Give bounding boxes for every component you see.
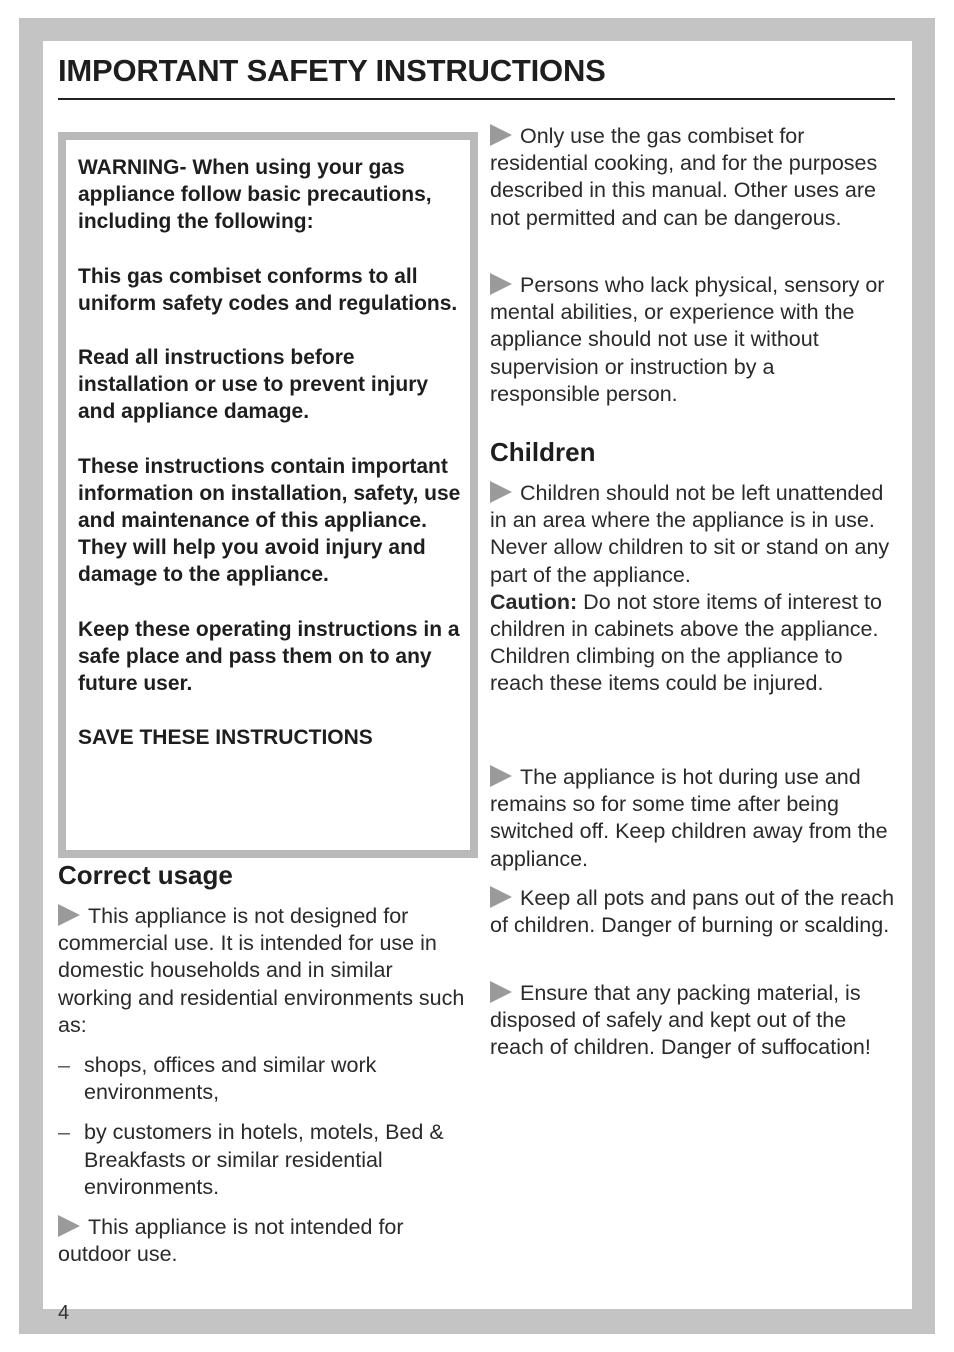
usage-list [58, 1052, 458, 1201]
warning-paragraph: These instructions contain important information on installation, safety, use and maintenance of this appliance. They will help you avoid injury and damage to the appliance. [78, 454, 461, 587]
persons-text: Persons who lack physical, sensory or mental abilities, or experience with the appliance should not use it without supervision or instruction by a responsible person. [490, 273, 885, 406]
page-number: 4 [58, 1302, 70, 1324]
warning-paragraph: Read all instructions before installation or use to prevent injury and appliance damage. [78, 346, 429, 424]
usage-intro-text: This appliance is not designed for commercial use. It is intended for use in domestic households and in similar working and residential environments such as: [58, 904, 465, 1037]
list-item-text: by customers in hotels, motels, Bed & Breakfasts or similar residential environments. [84, 1120, 444, 1199]
outdoor-paragraph [58, 1214, 458, 1268]
arrow-bullet-icon [490, 273, 512, 295]
unattended-text: Children should not be left unattended in an area where the appliance is in use. Never allow children to sit or stand on any part of the appliance. [490, 481, 890, 587]
arrow-bullet-icon [490, 481, 512, 503]
usage-intro-paragraph [58, 903, 468, 1039]
children-heading: Children [490, 437, 596, 467]
outdoor-text: This appliance is not intended for outdoor use. [58, 1215, 404, 1267]
arrow-bullet-icon [58, 1215, 80, 1237]
caution-label: Caution: [490, 589, 578, 614]
packing-paragraph [490, 980, 895, 1062]
only-use-text: Only use the gas combiset for residential cooking, and for the purposes described in this manual. Other uses are not permitted and can be dangerous. [490, 124, 878, 230]
page-title: IMPORTANT SAFETY INSTRUCTIONS [58, 53, 606, 88]
arrow-bullet-icon [490, 765, 512, 787]
arrow-bullet-icon [490, 886, 512, 908]
warning-paragraph: This gas combiset conforms to all uniform safety codes and regulations. [78, 264, 458, 315]
hot-paragraph [490, 764, 895, 873]
list-item [58, 1119, 458, 1201]
dash-bullet-icon: – [58, 1053, 70, 1077]
pots-text: Keep all pots and pans out of the reach of children. Danger of burning or scalding. [490, 886, 895, 938]
save-instructions-label: SAVE THESE INSTRUCTIONS [78, 726, 373, 750]
list-item [58, 1052, 458, 1106]
warning-paragraph: WARNING- When using your gas appliance follow basic precautions, including the following: [78, 156, 432, 234]
hot-text: The appliance is hot during use and remains so for some time after being switched off. Keep children away from the appliance. [490, 765, 888, 871]
pots-paragraph [490, 885, 895, 939]
warning-box [58, 132, 478, 858]
warning-paragraph: Keep these operating instructions in a safe place and pass them on to any future user. [78, 617, 460, 696]
dash-bullet-icon: – [58, 1120, 70, 1145]
arrow-bullet-icon [490, 981, 512, 1003]
arrow-bullet-icon [490, 124, 512, 146]
title-rule [58, 98, 895, 100]
packing-text: Ensure that any packing material, is disposed of safely and kept out of the reach of children. Danger of suffocation! [490, 981, 871, 1060]
arrow-bullet-icon [58, 904, 80, 926]
correct-usage-heading: Correct usage [58, 860, 233, 890]
list-item-text: shops, offices and similar work environments, [84, 1053, 377, 1105]
unattended-paragraph [490, 480, 890, 698]
caution-text: Do not store items of interest to children in cabinets above the appliance. Children climbing on the appliance to reach these items could be injured. [490, 589, 882, 696]
only-use-paragraph [490, 123, 890, 232]
persons-paragraph [490, 272, 890, 408]
